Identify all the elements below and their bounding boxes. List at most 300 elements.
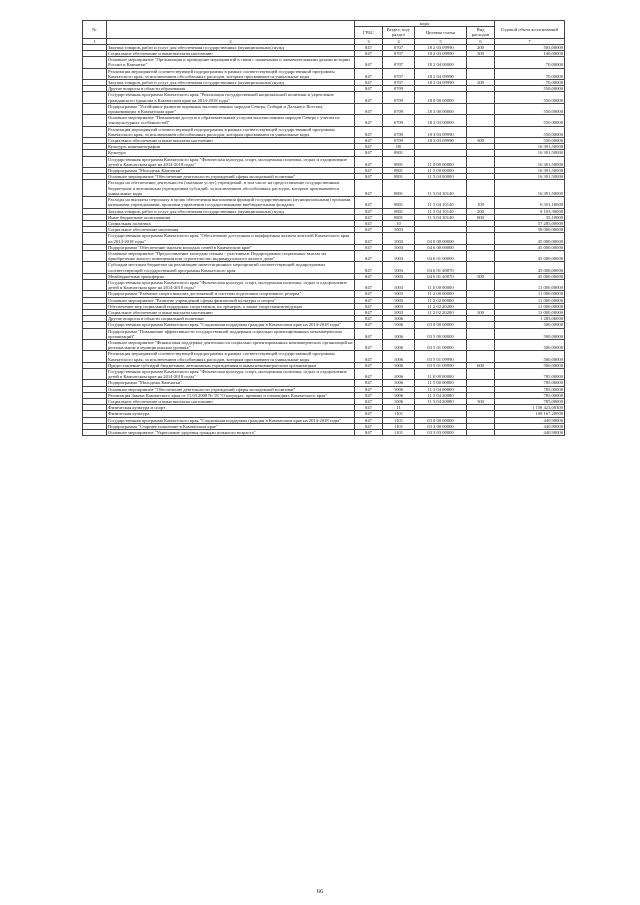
- row-sum: 505,00000: [495, 44, 565, 50]
- row-razdel: 1101: [383, 411, 415, 417]
- row-grbs: 847: [355, 233, 383, 244]
- header-vid: Вид расходов: [467, 27, 495, 38]
- row-name: Подпрограмма "Молодежь Камчатки": [107, 380, 355, 386]
- row-csr: 03 3 03 00000: [415, 430, 467, 436]
- row-grbs: 847: [355, 115, 383, 126]
- row-razdel: 1006: [383, 386, 415, 392]
- row-num: [83, 115, 107, 126]
- row-razdel: 1003: [383, 279, 415, 290]
- row-num: [83, 339, 107, 350]
- row-grbs: 847: [355, 103, 383, 114]
- row-sum: 16 391,50000: [495, 180, 565, 197]
- index-cell: 3: [355, 38, 383, 44]
- row-sum: 16 391,50000: [495, 150, 565, 156]
- row-num: [83, 180, 107, 197]
- row-grbs: 847: [355, 411, 383, 417]
- row-razdel: 0709: [383, 115, 415, 126]
- row-razdel: 1003: [383, 291, 415, 297]
- row-grbs: 847: [355, 86, 383, 92]
- row-grbs: 847: [355, 423, 383, 429]
- row-csr: 11 5 04 10140: [415, 214, 467, 220]
- row-vid: [467, 180, 495, 197]
- row-csr: 03 5 00 00000: [415, 328, 467, 339]
- row-sum: 785,00000: [495, 386, 565, 392]
- row-num: [83, 430, 107, 436]
- row-razdel: 0801: [383, 168, 415, 174]
- row-razdel: 1003: [383, 309, 415, 315]
- row-grbs: 847: [355, 297, 383, 303]
- row-csr: 11 5 04 00000: [415, 386, 467, 392]
- row-razdel: 0801: [383, 208, 415, 214]
- row-vid: [467, 68, 495, 79]
- row-csr: 11 5 04 20080: [415, 399, 467, 405]
- row-sum: 550,00000: [495, 103, 565, 114]
- row-name: Государственная программа Камчатского края "Социальная поддержка граждан в Камчатском крае на 2014-2018 годы": [107, 322, 355, 328]
- row-vid: [467, 368, 495, 379]
- row-csr: 11 5 04 10140: [415, 208, 467, 214]
- row-grbs: 847: [355, 291, 383, 297]
- row-name: Социальное обеспечение и иные выплаты населению: [107, 51, 355, 57]
- row-razdel: 0707: [383, 80, 415, 86]
- row-sum: 550,00000: [495, 126, 565, 137]
- row-razdel: 1006: [383, 399, 415, 405]
- row-csr: 18 2 04 00000: [415, 57, 467, 68]
- row-razdel: 0801: [383, 156, 415, 167]
- header-name: [107, 21, 355, 39]
- row-vid: 600: [467, 362, 495, 368]
- row-razdel: 0709: [383, 103, 415, 114]
- row-grbs: 847: [355, 208, 383, 214]
- row-name: Социальная политика: [107, 220, 355, 226]
- row-sum: 140,00000: [495, 51, 565, 57]
- row-sum: 57 285,00000: [495, 220, 565, 226]
- row-vid: 300: [467, 138, 495, 144]
- table-row: [83, 126, 565, 137]
- index-cell: 1: [83, 38, 107, 44]
- header-codes: коды: [355, 21, 495, 27]
- row-razdel: 1003: [383, 227, 415, 233]
- row-vid: 200: [467, 44, 495, 50]
- table-row: [83, 115, 565, 126]
- row-num: [83, 92, 107, 103]
- row-sum: 785,00000: [495, 368, 565, 379]
- row-sum: 500,00000: [495, 362, 565, 368]
- table-row: [83, 92, 565, 103]
- row-sum: 16 391,50000: [495, 144, 565, 150]
- row-grbs: 847: [355, 386, 383, 392]
- row-sum: 45 000,00000: [495, 250, 565, 261]
- row-sum: 11 000,00000: [495, 309, 565, 315]
- row-razdel: 1003: [383, 262, 415, 273]
- table-row: [83, 430, 565, 436]
- row-sum: 550,00000: [495, 115, 565, 126]
- table-row: [83, 368, 565, 379]
- row-num: [83, 126, 107, 137]
- row-name: Основное мероприятие "Предоставление молодым семьям - участникам Подпрограммы социальных выплат на приобретение жилого помещения или строительство индивидуального жилого дома": [107, 250, 355, 261]
- row-grbs: 847: [355, 244, 383, 250]
- row-sum: 785,00000: [495, 392, 565, 398]
- row-sum: 70,00000: [495, 68, 565, 79]
- row-num: [83, 197, 107, 208]
- row-csr: 04 6 01 00000: [415, 250, 467, 261]
- row-vid: 100: [467, 197, 495, 208]
- row-csr: 03 5 01 00000: [415, 339, 467, 350]
- row-grbs: 847: [355, 44, 383, 50]
- row-name: Подпрограмма "Молодежь Камчатки": [107, 168, 355, 174]
- row-num: [83, 262, 107, 273]
- row-name: Другие вопросы в области социальной политики: [107, 316, 355, 322]
- row-grbs: 847: [355, 138, 383, 144]
- row-num: [83, 233, 107, 244]
- row-name: Государственная программа Камчатского края "Физическая культура, спорт, молодежная политика, отдых и оздоровление детей в Камчатском крае на 2014-2018 годы": [107, 156, 355, 167]
- row-vid: [467, 57, 495, 68]
- row-razdel: 0709: [383, 138, 415, 144]
- row-razdel: 1006: [383, 322, 415, 328]
- header-razdel: Раздел, под-раздел: [383, 27, 415, 38]
- row-name: Реализация Закона Камчатского края от 11.03.2008 № 18 "О наградах, премиях и стипендиях Камчатского края": [107, 392, 355, 398]
- row-sum: 58 000,00000: [495, 227, 565, 233]
- row-csr: 18 3 03 09990: [415, 126, 467, 137]
- row-sum: 11 000,00000: [495, 279, 565, 290]
- row-sum: 785,00000: [495, 380, 565, 386]
- row-grbs: 847: [355, 92, 383, 103]
- row-sum: 550,00000: [495, 138, 565, 144]
- row-razdel: 1101: [383, 423, 415, 429]
- row-grbs: 847: [355, 316, 383, 322]
- table-row: [83, 156, 565, 167]
- row-sum: 45 000,00000: [495, 233, 565, 244]
- row-razdel: 0801: [383, 214, 415, 220]
- row-name: Закупка товаров, работ и услуг для обеспечения государственных (муниципальных) нужд: [107, 80, 355, 86]
- row-name: Основное мероприятие "Обеспечение деятельности учреждений сферы молодежной политики": [107, 174, 355, 180]
- row-razdel: 11: [383, 405, 415, 411]
- table-row: [83, 103, 565, 114]
- table-row: [83, 57, 565, 68]
- row-name: Подпрограмма "Обеспечение жильем молодых семей в Камчатском крае": [107, 244, 355, 250]
- row-razdel: 1003: [383, 244, 415, 250]
- row-name: Обеспечение мер социальной поддержки спортсменов, их тренеров, а также спортсменов-ведущих: [107, 303, 355, 309]
- row-csr: 03 3 00 00000: [415, 423, 467, 429]
- row-num: [83, 57, 107, 68]
- row-vid: 200: [467, 80, 495, 86]
- row-razdel: 0709: [383, 86, 415, 92]
- row-csr: 11 2 02 00000: [415, 297, 467, 303]
- row-sum: 45 000,00000: [495, 262, 565, 273]
- row-grbs: 847: [355, 322, 383, 328]
- row-csr: 03 5 01 09990: [415, 351, 467, 362]
- row-csr: 18 0 00 00000: [415, 92, 467, 103]
- row-name: Культура, кинематография: [107, 144, 355, 150]
- row-sum: 550,00000: [495, 86, 565, 92]
- row-csr: 18 2 04 09990: [415, 68, 467, 79]
- row-sum: 16 391,50000: [495, 174, 565, 180]
- row-razdel: 0707: [383, 44, 415, 50]
- header-num: №: [83, 21, 107, 39]
- row-csr: 18 3 00 00000: [415, 103, 467, 114]
- row-razdel: 0709: [383, 126, 415, 137]
- row-grbs: 847: [355, 430, 383, 436]
- row-name: Субсидии местным бюджетам на реализацию инвестиционных мероприятий соответствующей подпрограммы соответствующей государственной программы Камчатского края: [107, 262, 355, 273]
- row-razdel: 0801: [383, 174, 415, 180]
- table-row: [83, 68, 565, 79]
- row-sum: 440,90000: [495, 430, 565, 436]
- row-grbs: 847: [355, 156, 383, 167]
- header-sum: Годовой объем ассигнований: [495, 21, 565, 39]
- row-name: Закупка товаров, работ и услуг для обеспечения государственных (муниципальных) нужд: [107, 44, 355, 50]
- row-num: [83, 351, 107, 362]
- row-vid: [467, 328, 495, 339]
- row-num: [83, 279, 107, 290]
- row-vid: [467, 262, 495, 273]
- row-grbs: 847: [355, 392, 383, 398]
- header-csr: Целевая статья: [415, 27, 467, 38]
- row-csr: 11 5 04 10140: [415, 180, 467, 197]
- row-vid: 800: [467, 214, 495, 220]
- row-grbs: 847: [355, 220, 383, 226]
- row-sum: 500,00000: [495, 328, 565, 339]
- table-row: [83, 262, 565, 273]
- row-name: Основное мероприятие "Повышение доступа к образовательным услугам малочисленных народов Севера с учетом их этнокультурных особенностей": [107, 115, 355, 126]
- row-razdel: 0801: [383, 197, 415, 208]
- row-grbs: 847: [355, 227, 383, 233]
- row-name: Иные бюджетные ассигнования: [107, 214, 355, 220]
- row-razdel: 1006: [383, 316, 415, 322]
- row-vid: [467, 103, 495, 114]
- row-razdel: 1003: [383, 273, 415, 279]
- row-name: Подпрограмма "Старшее поколение в Камчатском крае": [107, 423, 355, 429]
- index-cell: 5: [415, 38, 467, 44]
- row-vid: [467, 126, 495, 137]
- row-csr: 04 6 01 40070: [415, 262, 467, 273]
- row-name: Подпрограмма "Развитие спорта высших достижений и системы подготовки спортивного резерва": [107, 291, 355, 297]
- row-vid: [467, 351, 495, 362]
- row-csr: 11 2 02 20200: [415, 303, 467, 309]
- row-csr: 11 2 00 00000: [415, 291, 467, 297]
- row-razdel: 0707: [383, 57, 415, 68]
- row-razdel: 0707: [383, 51, 415, 57]
- row-csr: 03 0 00 00000: [415, 417, 467, 423]
- row-razdel: 1006: [383, 339, 415, 350]
- row-sum: 16 391,50000: [495, 168, 565, 174]
- row-razdel: 0707: [383, 68, 415, 79]
- row-csr: 18 2 03 09990: [415, 51, 467, 57]
- row-grbs: 847: [355, 380, 383, 386]
- row-grbs: 847: [355, 309, 383, 315]
- row-name: Основное мероприятие "Обеспечение деятельности учреждений сферы молодежной политики": [107, 386, 355, 392]
- row-csr: 11 5 04 10140: [415, 197, 467, 208]
- row-razdel: 1101: [383, 417, 415, 423]
- row-grbs: 847: [355, 339, 383, 350]
- row-sum: 11 000,00000: [495, 291, 565, 297]
- row-grbs: 847: [355, 362, 383, 368]
- row-grbs: 847: [355, 303, 383, 309]
- row-name: Государственная программа Камчатского края "Социальная поддержка граждан в Камчатском крае на 2014-2018 годы": [107, 417, 355, 423]
- row-name: Расходы на обеспечение деятельности (оказание услуг) учреждений, в том числе на предоставление государственным бюджетным и автономным учреждениям субсидий, за исключением обособленных расходов, которым присваиваются уникальные коды: [107, 180, 355, 197]
- row-name: Социальное обеспечение и иные выплаты населению: [107, 138, 355, 144]
- row-grbs: 847: [355, 214, 383, 220]
- row-razdel: 1006: [383, 368, 415, 379]
- row-grbs: 847: [355, 174, 383, 180]
- row-sum: 440,90000: [495, 423, 565, 429]
- row-name: Культура: [107, 150, 355, 156]
- row-razdel: 0801: [383, 150, 415, 156]
- header-grbs: ГРБС: [355, 27, 383, 38]
- row-vid: 300: [467, 51, 495, 57]
- row-grbs: 847: [355, 57, 383, 68]
- row-name: Основное мероприятие "Финансовая поддержка деятельности социально ориентированных некоммерческих организаций на региональном и муниципальном уровнях": [108, 339, 353, 351]
- row-grbs: 847: [355, 351, 383, 362]
- row-razdel: 1003: [383, 297, 415, 303]
- row-grbs: 847: [355, 250, 383, 261]
- row-csr: 11 2 02 20200: [415, 309, 467, 315]
- row-vid: [467, 430, 495, 436]
- row-grbs: 847: [355, 68, 383, 79]
- row-sum: 16 391,50000: [495, 156, 565, 167]
- row-vid: 300: [467, 309, 495, 315]
- row-razdel: 1006: [383, 351, 415, 362]
- row-razdel: 0709: [383, 92, 415, 103]
- row-name: Государственная программа Камчатского края "Реализация государственной национальной политики и укрепление гражданского единства в Камчатском крае на 2014-2018 годы": [107, 92, 355, 103]
- row-csr: 11 5 00 00000: [415, 168, 467, 174]
- row-grbs: 847: [355, 417, 383, 423]
- row-name: Подпрограмма "Повышение эффективности государственной поддержки социально ориентированных некоммерческих организаций": [107, 328, 355, 339]
- row-grbs: 847: [355, 279, 383, 290]
- row-grbs: 847: [355, 405, 383, 411]
- row-name: Социальное обеспечение и иные выплаты населению: [107, 399, 355, 405]
- table-row: [83, 197, 565, 208]
- table-row: [83, 233, 565, 244]
- row-csr: 03 0 00 00000: [415, 322, 467, 328]
- row-csr: 18 3 03 09990: [415, 138, 467, 144]
- row-sum: 500,00000: [495, 322, 565, 328]
- row-csr: 11 5 04 00000: [415, 174, 467, 180]
- row-name: Расходы на выплаты персоналу в целях обеспечения выполнения функций государственными (муниципальными) органами, казенными учреждениями, органами управления государственными внебюджетными фондами: [107, 197, 355, 208]
- row-vid: [467, 279, 495, 290]
- row-csr: 11 0 00 00000: [415, 279, 467, 290]
- table-row: [83, 250, 565, 261]
- row-grbs: 847: [355, 368, 383, 379]
- row-num: [83, 328, 107, 339]
- row-csr: 03 5 01 09990: [415, 362, 467, 368]
- row-grbs: 847: [355, 80, 383, 86]
- row-name: Физическая культура: [107, 411, 355, 417]
- row-name: Основное мероприятие "Развитие учреждений сферы физической культуры и спорта": [107, 297, 355, 303]
- row-vid: [467, 339, 495, 350]
- row-razdel: 10: [383, 220, 415, 226]
- row-sum: 550,00000: [495, 92, 565, 103]
- row-name: Основное мероприятие "Организация и проведение мероприятий в связи с памятными и знаменательными датами истории России и Камчатки": [107, 57, 355, 68]
- row-csr: 11 0 00 00000: [415, 156, 467, 167]
- row-name: Государственная программа Камчатского края "Физическая культура, спорт, молодежная политика, отдых и оздоровление детей в Камчатском крае на 2014-2018 годы": [107, 368, 355, 379]
- row-grbs: 847: [355, 262, 383, 273]
- row-grbs: 847: [355, 51, 383, 57]
- row-grbs: 847: [355, 399, 383, 405]
- row-name: Подпрограмма "Устойчивое развитие коренных малочисленных народов Севера, Сибири и Дальнего Востока, проживающих в Камчатском крае": [107, 103, 355, 114]
- row-sum: 440,90000: [495, 417, 565, 423]
- row-sum: 35,10000: [495, 214, 565, 220]
- row-sum: 1 158 423,08300: [495, 405, 565, 411]
- row-sum: 45 000,00000: [495, 273, 565, 279]
- page-number: 66: [316, 888, 324, 895]
- row-vid: 300: [467, 399, 495, 405]
- row-vid: [467, 156, 495, 167]
- budget-table: [82, 20, 565, 436]
- row-sum: 108 167,20000: [495, 411, 565, 417]
- row-name: Реализация мероприятий соответствующей подпрограммы в рамках соответствующей государственной программы Камчатского края, за исключением обособленных расходов, которым присваиваются уникальные коды: [107, 126, 355, 137]
- row-vid: 200: [467, 208, 495, 214]
- row-razdel: 1006: [383, 380, 415, 386]
- row-sum: 11 000,00000: [495, 303, 565, 309]
- row-grbs: 847: [355, 168, 383, 174]
- table-row: [83, 339, 565, 350]
- row-name: Межбюджетные трансферты: [107, 273, 355, 279]
- table-row: [83, 180, 565, 197]
- budget-table-body: [83, 44, 565, 435]
- row-razdel: 1006: [383, 362, 415, 368]
- row-sum: 500,00000: [495, 339, 565, 350]
- row-grbs: 847: [355, 150, 383, 156]
- row-grbs: 847: [355, 126, 383, 137]
- budget-page: [82, 20, 564, 436]
- row-csr: 18 2 03 09990: [415, 44, 467, 50]
- row-name: Другие вопросы в области образования: [107, 86, 355, 92]
- index-cell: 4: [383, 38, 415, 44]
- row-num: [83, 368, 107, 379]
- row-name: Реализация мероприятий соответствующей подпрограммы в рамках соответствующей государственной программы Камчатского края, за исключением обособленных расходов, которым присваиваются уникальные коды: [107, 68, 355, 79]
- index-cell: 6: [467, 38, 495, 44]
- index-cell: 2: [107, 38, 355, 44]
- row-grbs: 847: [355, 180, 383, 197]
- row-razdel: 1003: [383, 250, 415, 261]
- row-name: Основное мероприятие "Укрепление здоровья граждан пожилого возраста": [107, 430, 355, 436]
- row-razdel: 08: [383, 144, 415, 150]
- row-sum: 70,00000: [495, 80, 565, 86]
- row-sum: 6 353,10000: [495, 197, 565, 208]
- row-sum: 1 285,00000: [495, 316, 565, 322]
- row-csr: 11 5 04 20080: [415, 392, 467, 398]
- row-razdel: 0801: [383, 180, 415, 197]
- row-csr: 18 2 04 09990: [415, 80, 467, 86]
- row-num: [83, 156, 107, 167]
- row-name: Государственная программа Камчатского края "Обеспечение доступным и комфортным жильем жителей Камчатского края на 2014-2018 годы": [107, 233, 355, 244]
- row-name: Закупка товаров, работ и услуг для обеспечения государственных (муниципальных) нужд: [107, 208, 355, 214]
- row-vid: [467, 92, 495, 103]
- row-name: Государственная программа Камчатского края "Физическая культура, спорт, молодежная политика, отдых и оздоровление детей в Камчатском крае на 2014-2018 годы": [107, 279, 355, 290]
- table-row: [83, 279, 565, 290]
- row-sum: 8 103,30000: [495, 208, 565, 214]
- row-num: [83, 68, 107, 79]
- row-grbs: 847: [355, 197, 383, 208]
- table-row: [83, 351, 565, 362]
- row-razdel: 1006: [383, 392, 415, 398]
- row-num: [83, 103, 107, 114]
- row-name: Социальное обеспечение населения: [107, 227, 355, 233]
- row-vid: [467, 250, 495, 261]
- row-name: Предоставление субсидий бюджетным, автономным учреждениям и иным некоммерческим организациям: [107, 362, 355, 368]
- row-num: [83, 250, 107, 261]
- row-csr: 04 6 01 40070: [415, 273, 467, 279]
- row-vid: [467, 233, 495, 244]
- row-razdel: 1101: [383, 430, 415, 436]
- row-grbs: 847: [355, 273, 383, 279]
- row-vid: [467, 115, 495, 126]
- row-vid: 500: [467, 273, 495, 279]
- row-csr: 11 5 00 00000: [415, 380, 467, 386]
- row-name: Социальное обеспечение и иные выплаты населению: [107, 309, 355, 315]
- table-row: [83, 328, 565, 339]
- row-razdel: 1003: [383, 233, 415, 244]
- row-name: Физическая культура и спорт: [107, 405, 355, 411]
